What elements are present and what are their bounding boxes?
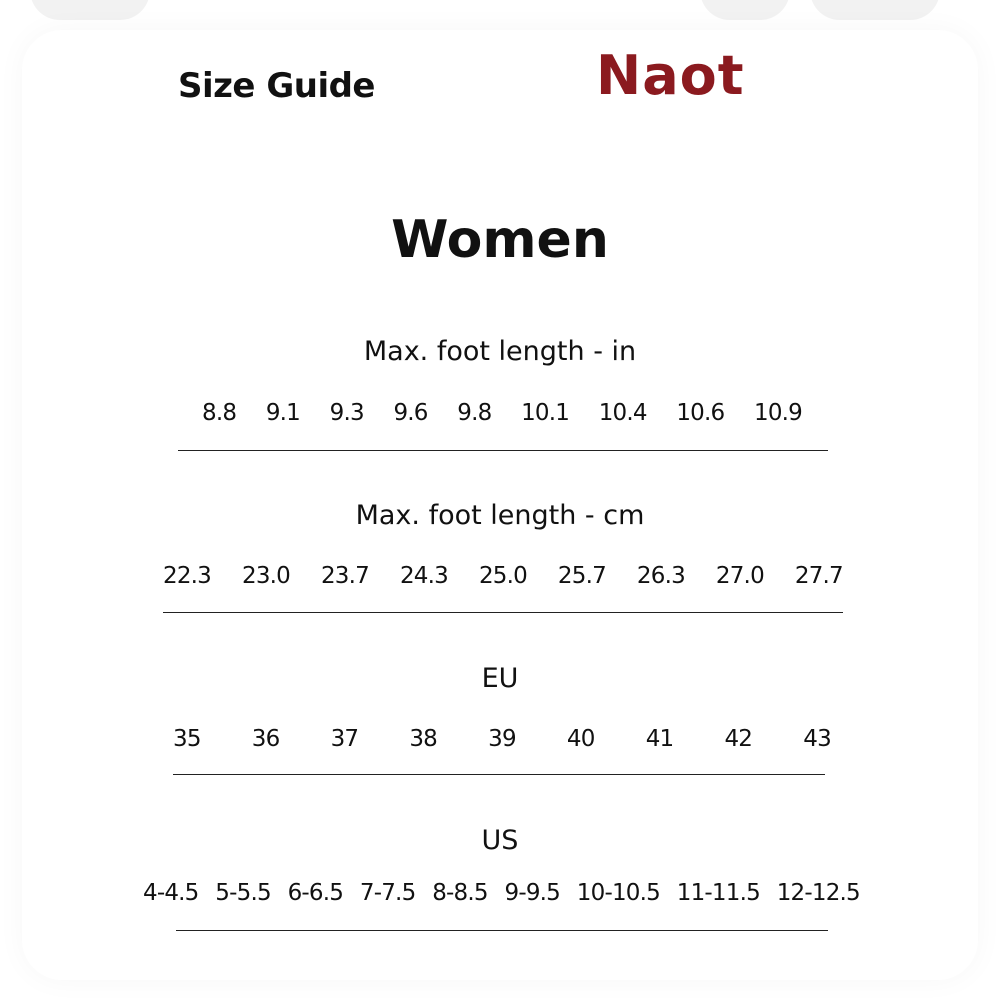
values-row-us [143,880,860,906]
brand-logo: Naot [596,44,745,107]
size-value: 12-12.5 [776,880,860,906]
size-value: 10.9 [753,400,802,426]
values-row-inches [202,400,802,426]
section-title: Women [391,210,609,270]
size-value: 27.7 [794,563,843,589]
size-value: 36 [251,726,280,752]
size-group-us [0,825,1000,856]
size-value: 43 [803,726,831,752]
size-value: 7-7.5 [359,880,416,906]
size-value: 6-6.5 [287,880,344,906]
size-value: 38 [409,726,438,752]
size-value: 9.1 [265,400,300,426]
size-value: 10.4 [598,400,647,426]
size-value: 11-11.5 [676,880,760,906]
size-value: 41 [645,726,674,752]
top-left-shape [30,0,150,20]
divider [163,612,843,613]
size-value: 10.6 [676,400,725,426]
size-value: 5-5.5 [215,880,271,906]
size-value: 8-8.5 [432,880,488,906]
group-label: Max. foot length - cm [355,500,645,531]
values-row-cm [163,563,843,589]
size-value: 25.0 [478,563,527,589]
size-value: 42 [724,726,753,752]
size-value: 24.3 [399,563,448,589]
values-row-eu [173,726,831,752]
size-value: 27.0 [715,563,764,589]
top-right-shape [700,0,790,20]
page-title: Size Guide [178,66,375,106]
top-right-shape-2 [810,0,940,20]
size-value: 40 [566,726,595,752]
size-value: 8.8 [202,400,237,426]
size-value: 26.3 [636,563,685,589]
group-label: Max. foot length - in [363,336,637,367]
size-value: 39 [488,726,516,752]
group-label: US [481,825,519,856]
size-value: 25.7 [557,563,606,589]
divider [176,930,828,931]
size-value: 23.0 [241,563,290,589]
divider [178,450,828,451]
size-group-eu [0,663,1000,694]
size-value: 9.3 [329,400,364,426]
size-value: 37 [330,726,359,752]
size-value: 4-4.5 [143,880,199,906]
divider [173,774,825,775]
size-value: 9.6 [393,400,428,426]
size-value: 22.3 [163,563,212,589]
size-group-cm [0,500,1000,531]
size-value: 10.1 [521,400,570,426]
size-value: 35 [173,726,201,752]
size-group-inches [0,336,1000,367]
size-value: 9-9.5 [504,880,560,906]
size-value: 23.7 [320,563,369,589]
size-value: 10-10.5 [576,880,660,906]
size-value: 9.8 [457,400,492,426]
group-label: EU [481,663,519,694]
